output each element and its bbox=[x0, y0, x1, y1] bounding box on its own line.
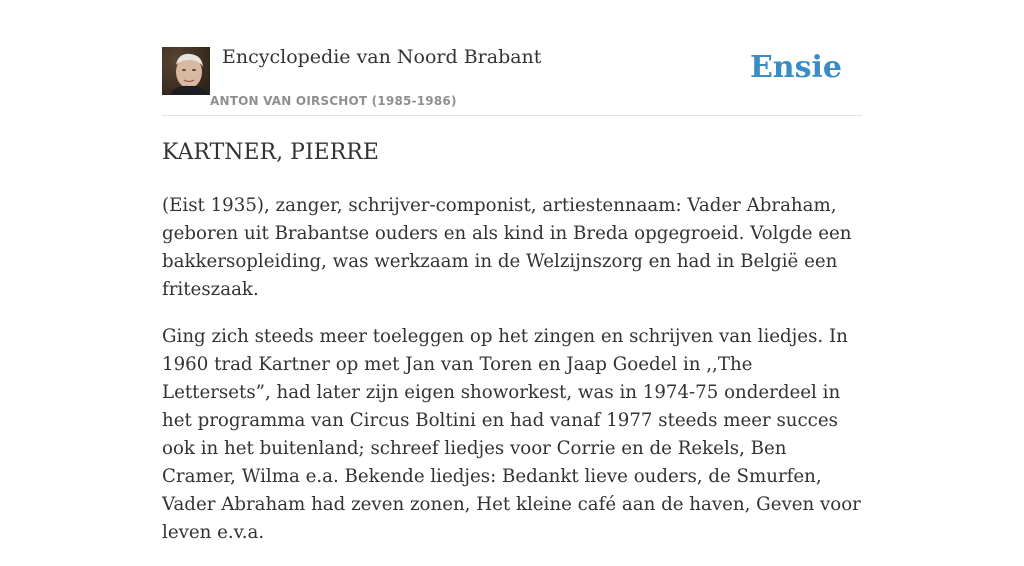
entry-title: KARTNER, PIERRE bbox=[162, 140, 379, 165]
author-avatar[interactable] bbox=[162, 47, 210, 95]
author-name[interactable]: ANTON VAN OIRSCHOT (1985-1986) bbox=[210, 94, 457, 108]
header bbox=[162, 0, 862, 116]
entry-body bbox=[162, 192, 862, 566]
entry-paragraph: (Eist 1935), zanger, schrijver-componist, artiestennaam: Vader Abraham, geboren uit Brabantse ouders en als kind in Breda opgegroeid. Volgde een bakkersopleiding, was werkzaam in de Welzijnszorg en had in België een friteszaak. bbox=[162, 195, 852, 300]
book-title[interactable]: Encyclopedie van Noord Brabant bbox=[222, 46, 542, 68]
portrait-image bbox=[162, 47, 210, 95]
brand-logo[interactable]: Ensie bbox=[749, 50, 842, 85]
entry-paragraph: Ging zich steeds meer toeleggen op het zingen en schrijven van liedjes. In 1960 trad Kartner op met Jan van Toren en Jaap Goedel in ,,The Lettersets”, had later zijn eigen showorkest, was in 1974-75 onderdeel in het programma van Circus Boltini en had vanaf 1977 steeds meer succes ook in het buitenland; schreef liedjes voor Corrie en de Rekels, Ben Cramer, Wilma e.a. Bekende liedjes: Bedankt lieve ouders, de Smurfen, Vader Abraham had zeven zonen, Het kleine café aan de haven, Geven voor leven e.v.a. bbox=[162, 326, 861, 543]
